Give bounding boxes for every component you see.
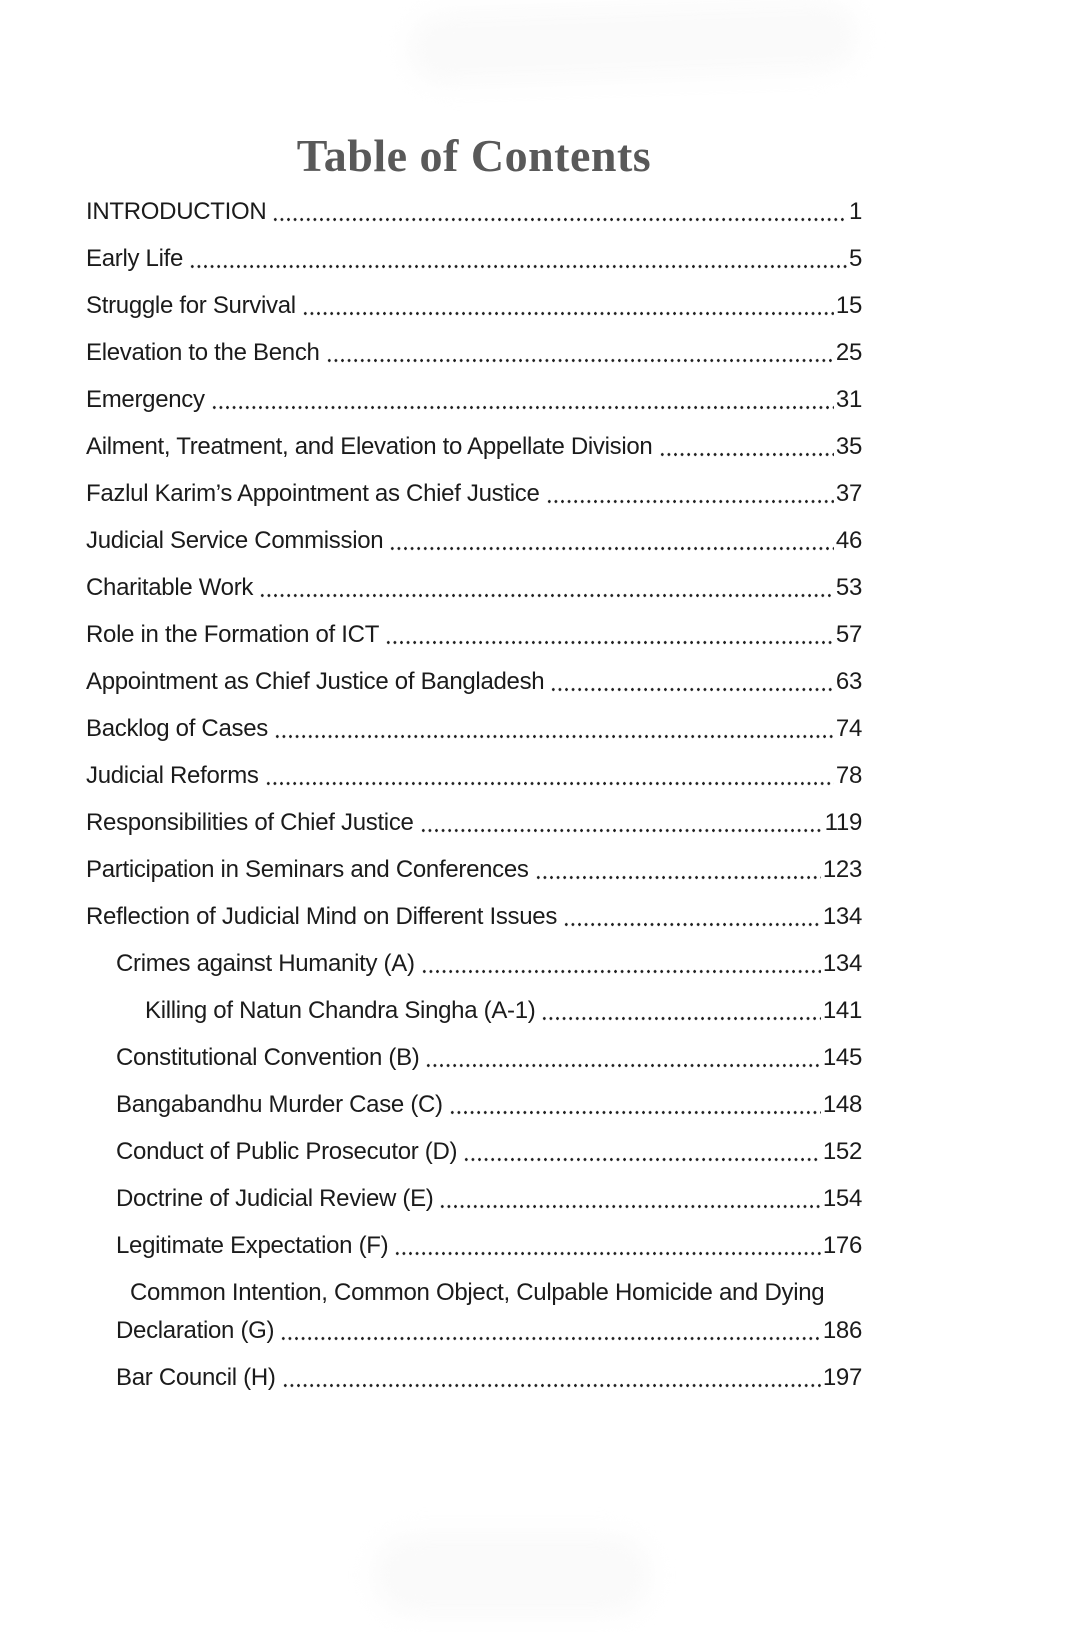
toc-entry-page: 5 bbox=[848, 245, 862, 272]
toc-entry[interactable] bbox=[86, 1279, 862, 1345]
dot-leader bbox=[563, 903, 821, 931]
toc-entry[interactable] bbox=[86, 1091, 862, 1119]
dot-leader bbox=[463, 1138, 821, 1166]
toc-entry[interactable] bbox=[86, 668, 862, 696]
toc-entry-page: 145 bbox=[822, 1044, 862, 1071]
toc-entry-page: 148 bbox=[822, 1091, 862, 1118]
dot-leader bbox=[421, 950, 821, 978]
toc-entry[interactable] bbox=[86, 903, 862, 931]
toc-entry[interactable] bbox=[86, 480, 862, 508]
toc-entry[interactable] bbox=[86, 1044, 862, 1072]
dot-leader bbox=[449, 1091, 821, 1119]
toc-entry[interactable] bbox=[86, 245, 862, 273]
dot-leader bbox=[189, 245, 847, 273]
toc-entry[interactable] bbox=[86, 950, 862, 978]
toc-entry-label: Appointment as Chief Justice of Bangladesh bbox=[86, 668, 545, 695]
toc-entry-page: 186 bbox=[822, 1317, 862, 1344]
toc-entry-label: Ailment, Treatment, and Elevation to Appellate Division bbox=[86, 433, 653, 460]
dot-leader bbox=[389, 527, 834, 555]
toc-content bbox=[86, 0, 862, 1411]
toc-entry-label: Judicial Reforms bbox=[86, 762, 259, 789]
toc-entry-label: Emergency bbox=[86, 386, 205, 413]
toc-entry-label: Bangabandhu Murder Case (C) bbox=[116, 1091, 443, 1118]
dot-leader bbox=[394, 1232, 821, 1260]
toc-entry-label-line2: Declaration (G) bbox=[116, 1317, 275, 1344]
toc-entry[interactable] bbox=[86, 574, 862, 602]
toc-entry-page: 35 bbox=[835, 433, 862, 460]
toc-entry-label: Constitutional Convention (B) bbox=[116, 1044, 420, 1071]
toc-entry-page: 78 bbox=[835, 762, 862, 789]
toc-entry[interactable] bbox=[86, 339, 862, 367]
toc-entry-label: Backlog of Cases bbox=[86, 715, 268, 742]
toc-entry-page: 154 bbox=[822, 1185, 862, 1212]
dot-leader bbox=[535, 856, 821, 884]
toc-entry-page: 119 bbox=[824, 809, 862, 836]
dot-leader bbox=[211, 386, 834, 414]
toc-entry-page: 31 bbox=[835, 386, 862, 413]
toc-entry-label: Killing of Natun Chandra Singha (A-1) bbox=[145, 997, 536, 1024]
dot-leader bbox=[550, 668, 834, 696]
toc-entry[interactable] bbox=[86, 1364, 862, 1392]
toc-entry-page: 46 bbox=[835, 527, 862, 554]
toc-entry[interactable] bbox=[86, 856, 862, 884]
dot-leader bbox=[439, 1185, 820, 1213]
toc-entry-page: 15 bbox=[835, 292, 862, 319]
dot-leader bbox=[302, 292, 834, 320]
toc-entry-label: Conduct of Public Prosecutor (D) bbox=[116, 1138, 458, 1165]
toc-entry-label: Participation in Seminars and Conferences bbox=[86, 856, 529, 883]
toc-entry-label: Crimes against Humanity (A) bbox=[116, 950, 415, 977]
dot-leader bbox=[420, 809, 823, 837]
toc-entry-label: Role in the Formation of ICT bbox=[86, 621, 380, 648]
toc-entry-label: Reflection of Judicial Mind on Different Issues bbox=[86, 903, 558, 930]
dot-leader bbox=[659, 433, 834, 461]
toc-entry-label: Struggle for Survival bbox=[86, 292, 296, 319]
toc-entry-label: INTRODUCTION bbox=[86, 198, 267, 225]
toc-list bbox=[86, 198, 862, 1392]
dot-leader bbox=[385, 621, 834, 649]
toc-entry-page: 53 bbox=[835, 574, 862, 601]
dot-leader bbox=[541, 997, 820, 1025]
toc-entry-page: 74 bbox=[835, 715, 862, 742]
dot-leader bbox=[546, 480, 834, 508]
toc-entry[interactable] bbox=[86, 809, 862, 837]
toc-entry-page: 197 bbox=[822, 1364, 862, 1391]
dot-leader bbox=[274, 715, 834, 743]
toc-entry-page: 176 bbox=[822, 1232, 862, 1259]
toc-entry-label: Bar Council (H) bbox=[116, 1364, 276, 1391]
toc-entry[interactable] bbox=[86, 1185, 862, 1213]
toc-entry[interactable] bbox=[86, 762, 862, 790]
toc-entry-line2 bbox=[116, 1317, 862, 1345]
page-title: Table of Contents bbox=[296, 130, 652, 181]
dot-leader bbox=[265, 762, 834, 790]
toc-entry-page: 63 bbox=[835, 668, 862, 695]
toc-entry-page: 57 bbox=[835, 621, 862, 648]
toc-entry[interactable] bbox=[86, 527, 862, 555]
toc-entry[interactable] bbox=[86, 621, 862, 649]
dot-leader bbox=[326, 339, 834, 367]
toc-entry-label: Doctrine of Judicial Review (E) bbox=[116, 1185, 434, 1212]
toc-entry-page: 141 bbox=[822, 997, 862, 1024]
toc-entry[interactable] bbox=[86, 386, 862, 414]
toc-entry-page: 37 bbox=[835, 480, 862, 507]
toc-entry[interactable] bbox=[86, 1138, 862, 1166]
toc-entry-label: Charitable Work bbox=[86, 574, 254, 601]
dot-leader bbox=[259, 574, 834, 602]
toc-entry-page: 123 bbox=[822, 856, 862, 883]
scan-smudge-bottom bbox=[372, 1534, 652, 1616]
dot-leader bbox=[425, 1044, 820, 1072]
toc-entry-label-line1: Common Intention, Common Object, Culpable Homicide and Dying bbox=[130, 1279, 825, 1306]
toc-entry[interactable] bbox=[86, 997, 862, 1025]
toc-entry[interactable] bbox=[86, 715, 862, 743]
toc-entry-label: Elevation to the Bench bbox=[86, 339, 320, 366]
toc-entry-label: Responsibilities of Chief Justice bbox=[86, 809, 414, 836]
dot-leader bbox=[282, 1364, 821, 1392]
toc-entry-page: 1 bbox=[848, 198, 862, 225]
dot-leader bbox=[280, 1317, 821, 1345]
toc-entry-label: Legitimate Expectation (F) bbox=[116, 1232, 389, 1259]
toc-entry-label: Judicial Service Commission bbox=[86, 527, 384, 554]
toc-entry[interactable] bbox=[86, 433, 862, 461]
toc-entry[interactable] bbox=[86, 1232, 862, 1260]
dot-leader bbox=[272, 198, 847, 226]
toc-entry-page: 152 bbox=[822, 1138, 862, 1165]
toc-entry-page: 25 bbox=[835, 339, 862, 366]
toc-entry[interactable] bbox=[86, 198, 862, 226]
toc-entry-label: Early Life bbox=[86, 245, 184, 272]
toc-entry-page: 134 bbox=[822, 903, 862, 930]
toc-entry-label: Fazlul Karim’s Appointment as Chief Justice bbox=[86, 480, 540, 507]
toc-entry-page: 134 bbox=[822, 950, 862, 977]
toc-entry[interactable] bbox=[86, 292, 862, 320]
